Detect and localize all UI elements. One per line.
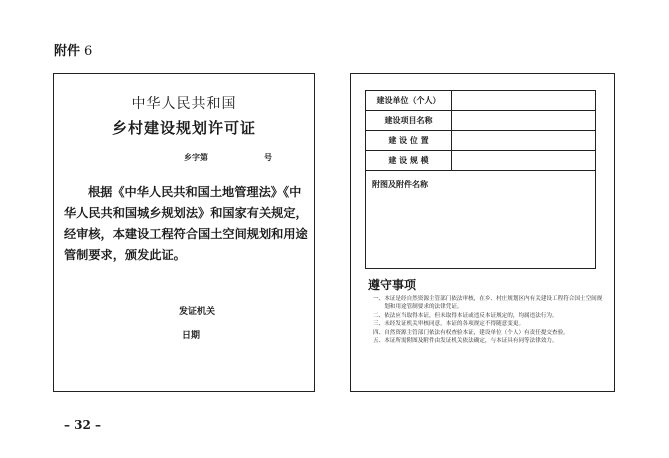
note-item xyxy=(373,295,605,312)
info-row-builder xyxy=(366,91,595,111)
note-index: 三、 xyxy=(373,321,385,328)
info-value-location xyxy=(452,131,595,150)
note-text: 自然资源主管部门依法有权查验本证，建设单位（个人）有责任提交查验。 xyxy=(384,329,569,336)
info-value-scale xyxy=(452,151,595,170)
certificate-number-prefix: 乡字第 xyxy=(184,153,208,162)
certificate-title: 乡村建设规划许可证 xyxy=(111,119,256,137)
issuer-label: 发证机关 xyxy=(179,307,216,317)
note-index: 一、 xyxy=(373,296,385,302)
note-index: 二、 xyxy=(373,312,385,319)
note-item xyxy=(373,329,605,337)
note-text: 依法应当取得本证，但未取得本证或违反本证规定的，均属违法行为。 xyxy=(384,312,558,319)
info-label-scale: 建 设 规 模 xyxy=(366,151,452,170)
note-text: 本证所需附图及附件由发证机关依法确定，与本证具有同等法律效力。 xyxy=(384,338,558,345)
date-label: 日期 xyxy=(182,331,201,341)
certificate-country: 中华人民共和国 xyxy=(131,96,237,112)
certificate-number-suffix: 号 xyxy=(264,153,272,162)
info-label-location: 建 设 位 置 xyxy=(366,131,452,150)
note-index: 五、 xyxy=(373,338,385,345)
note-text: 未经发证机关审核同意，本证的各项规定不得随意变更。 xyxy=(384,321,525,328)
certificate-front-panel xyxy=(53,73,315,392)
certificate-number-line xyxy=(184,152,272,163)
info-row-location xyxy=(366,131,595,151)
attachment-label xyxy=(54,40,92,59)
notes-list xyxy=(373,295,605,345)
attachment-word: 附件 xyxy=(54,44,81,59)
notes-title: 遵守事项 xyxy=(368,278,417,292)
info-row-project-name xyxy=(366,111,595,131)
note-item xyxy=(373,312,605,320)
page-number: – 32 – xyxy=(64,418,102,432)
project-info-table xyxy=(365,90,596,269)
certificate-back-panel xyxy=(350,73,615,392)
info-row-scale xyxy=(366,151,595,171)
note-index: 四、 xyxy=(373,329,385,336)
info-label-project-name: 建设项目名称 xyxy=(366,111,452,130)
note-text: 本证是经自然资源主管部门依法审核，在乡、村庄规划区内有关建设工程符合国土空间规划和用途管制要求的法律凭证。 xyxy=(384,296,603,311)
attachments-label: 附图及附件名称 xyxy=(372,180,428,189)
note-item xyxy=(373,337,605,345)
info-value-project-name xyxy=(452,111,595,130)
attachment-number: 6 xyxy=(84,44,93,59)
certificate-body-text: 根据《中华人民共和国土地管理法》《中华人民共和国城乡规划法》和国家有关规定，经审核，本建设工程符合国土空间规划和用途管制要求，颁发此证。 xyxy=(64,185,308,262)
info-value-builder xyxy=(452,91,595,110)
note-item xyxy=(373,320,605,328)
info-label-builder: 建设单位（个人） xyxy=(366,91,452,110)
